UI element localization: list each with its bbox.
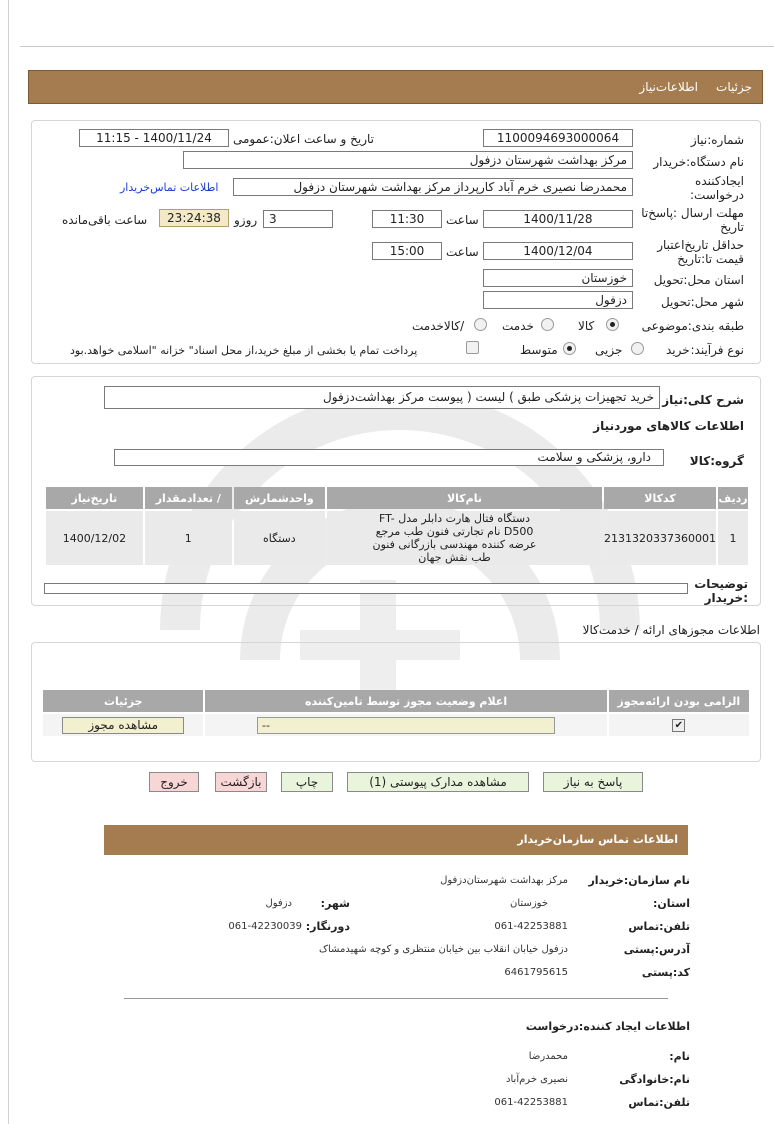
city-label: شهر محل:تحویل (660, 295, 744, 309)
buyer-label: نام دستگاه:خریدار (653, 155, 744, 169)
creator-family-label: نام:خانوادگی (619, 1073, 690, 1086)
process-medium-radio[interactable] (563, 342, 576, 355)
contact-phone-label: تلفن:تماس (628, 920, 690, 933)
permit-col-required: الزامی بودن ارائه‌مجوز (609, 690, 749, 712)
process-medium-label: متوسط (520, 343, 558, 357)
postal-value: 6461795615 (504, 967, 568, 978)
cell-unit: دستگاه (234, 511, 325, 565)
tab-info[interactable]: اطلاعات‌نیاز (639, 80, 698, 94)
permits-title: اطلاعات مجوزهای ارائه / خدمت‌کالا (582, 623, 760, 637)
contact-province-value: خوزستان (510, 898, 548, 909)
cell-row: 1 (718, 511, 748, 565)
group-field: دارو، پزشکی و سلامت (114, 449, 664, 466)
left-border (8, 0, 9, 1124)
announce-label: تاریخ و ساعت اعلان:عمومی (232, 132, 374, 146)
send-time-field: 11:30 (372, 210, 442, 228)
creator-name-label: نام: (669, 1050, 690, 1063)
category-both-radio[interactable] (474, 318, 487, 331)
category-label: طبقه بندی:موضوعی (641, 319, 744, 333)
validity-time-field: 15:00 (372, 242, 442, 260)
address-label: آدرس:پستی (623, 943, 690, 956)
category-both-label: /کالاخدمت (412, 319, 465, 333)
creator-phone-label: تلفن:تماس (628, 1096, 690, 1109)
tab-details[interactable]: جزئیات (716, 80, 752, 94)
province-field: خوزستان (483, 269, 633, 287)
buyer-contact-link[interactable]: اطلاعات تماس‌خریدار (120, 181, 219, 194)
permit-row (43, 714, 749, 736)
permit-required-checkbox[interactable]: ✔ (672, 719, 685, 732)
creator-field: محمدرضا نصیری خرم آباد کارپرداز مرکز بهداشت شهرستان دزفول (233, 178, 633, 196)
exit-button[interactable]: خروج (149, 772, 199, 792)
cell-code: 2131320337360001 (604, 511, 716, 565)
process-label: نوع فرآیند: (690, 343, 744, 357)
contact-province-label: استان: (653, 897, 690, 910)
process-minor-label: جزیی (595, 343, 623, 357)
print-button[interactable]: چاپ (281, 772, 333, 792)
contact-divider (124, 998, 668, 999)
col-date: تاریخ‌نیاز (46, 487, 143, 509)
creator-info-title: اطلاعات ایجاد کننده:درخواست (525, 1020, 690, 1033)
cell-name: دستگاه فتال هارت دابلر مدل FT-D500 نام تجارتی فنون طب مرجع عرضه کننده مهندسی بازرگانی فنون طب نقش جهان (327, 511, 602, 565)
back-button[interactable]: بازگشت (215, 772, 267, 792)
contact-header (104, 825, 688, 855)
col-row: ردیف (718, 487, 748, 509)
validity-date-field: 1400/12/04 (483, 242, 633, 260)
creator-label: ایجادکننده درخواست: (690, 174, 744, 202)
top-divider (20, 46, 774, 47)
contact-fax-label: دورنگار: (305, 920, 350, 933)
send-time-label: ساعت (446, 213, 479, 227)
buyer-notes-label: توضیحات :خریدار (694, 577, 748, 605)
category-goods-radio[interactable] (606, 318, 619, 331)
table-row (46, 511, 748, 565)
view-permit-button[interactable]: مشاهده مجوز (62, 717, 184, 734)
org-value: مرکز بهداشت شهرستان‌دزفول (440, 875, 568, 886)
category-service-label: خدمت (502, 319, 534, 333)
address-value: دزفول خیابان انقلاب بین خیابان منتظری و کوچه شهیدمشاک (319, 944, 568, 955)
days-field: 3 (263, 210, 333, 228)
col-name: نام‌کالا (327, 487, 602, 509)
cell-date: 1400/12/02 (46, 511, 143, 565)
desc-field: خرید تجهیزات پزشکی طبق ) لیست ( پیوست مرکز بهداشت‌دزفول (104, 386, 660, 409)
creator-name-value: محمدرضا (528, 1051, 568, 1062)
desc-label: شرح کلی:نیاز (662, 393, 744, 407)
send-date-field: 1400/11/28 (483, 210, 633, 228)
cell-qty: 1 (145, 511, 232, 565)
contact-title: اطلاعات تماس سازمان‌خریدار (517, 833, 678, 846)
send-deadline-label: مهلت ارسال :پاسخ‌تا تاریخ (641, 206, 744, 234)
items-table (44, 485, 750, 567)
org-label: نام سازمان:خریدار (588, 874, 690, 887)
col-qty: / تعدادمقدار (145, 487, 232, 509)
col-unit: واحدشمارش (234, 487, 325, 509)
contact-city-label: شهر: (320, 897, 350, 910)
buyer-notes-field (44, 583, 688, 594)
permit-col-details: جزئیات (43, 690, 203, 712)
buyer-field: مرکز بهداشت شهرستان دزفول (183, 151, 633, 169)
category-goods-label: کالا (578, 319, 595, 333)
province-label: استان محل:تحویل (653, 273, 744, 287)
postal-label: کد:پستی (641, 966, 690, 979)
validity-time-label: ساعت (446, 245, 479, 259)
header-bar (28, 70, 763, 104)
group-label: گروه:کالا (689, 454, 744, 468)
creator-family-value: نصیری خرم‌آباد (506, 1074, 568, 1085)
col-code: کدکالا (604, 487, 716, 509)
need-number-label: شماره:نیاز (690, 133, 744, 147)
reply-button[interactable]: پاسخ به نیاز (543, 772, 643, 792)
remaining-label: ساعت باقی‌مانده (62, 213, 148, 227)
creator-phone-value: 061-42253881 (494, 1097, 568, 1108)
goods-info-title: اطلاعات کالاهای موردنیاز (593, 419, 744, 433)
announce-field: 1400/11/24 - 11:15 (79, 129, 229, 147)
contact-phone-value: 061-42253881 (494, 921, 568, 932)
need-number-field: 1100094693000064 (483, 129, 633, 147)
attachments-button[interactable]: مشاهده مدارک پیوستی (1) (347, 772, 529, 792)
permit-col-status: اعلام وضعیت مجوز توسط تامین‌کننده (205, 690, 606, 712)
process-minor-radio[interactable] (631, 342, 644, 355)
contact-fax-value: 061-42230039 (228, 921, 302, 932)
remaining-timer: 23:24:38 (159, 209, 229, 227)
payment-note: پرداخت تمام یا بخشی از مبلغ خرید،از محل اسناد" خزانه "اسلامی خواهد.بود (70, 344, 418, 357)
process-buy-label: خرید (666, 343, 690, 357)
payment-checkbox[interactable] (466, 341, 479, 354)
days-label: روزو (234, 213, 258, 227)
permits-table (41, 688, 751, 738)
validity-label: حداقل تاریخ‌اعتبار قیمت تا:تاریخ (657, 238, 744, 266)
permit-status-field: -- (257, 717, 555, 734)
contact-city-value: دزفول (265, 898, 292, 909)
city-field: دزفول (483, 291, 633, 309)
category-service-radio[interactable] (541, 318, 554, 331)
